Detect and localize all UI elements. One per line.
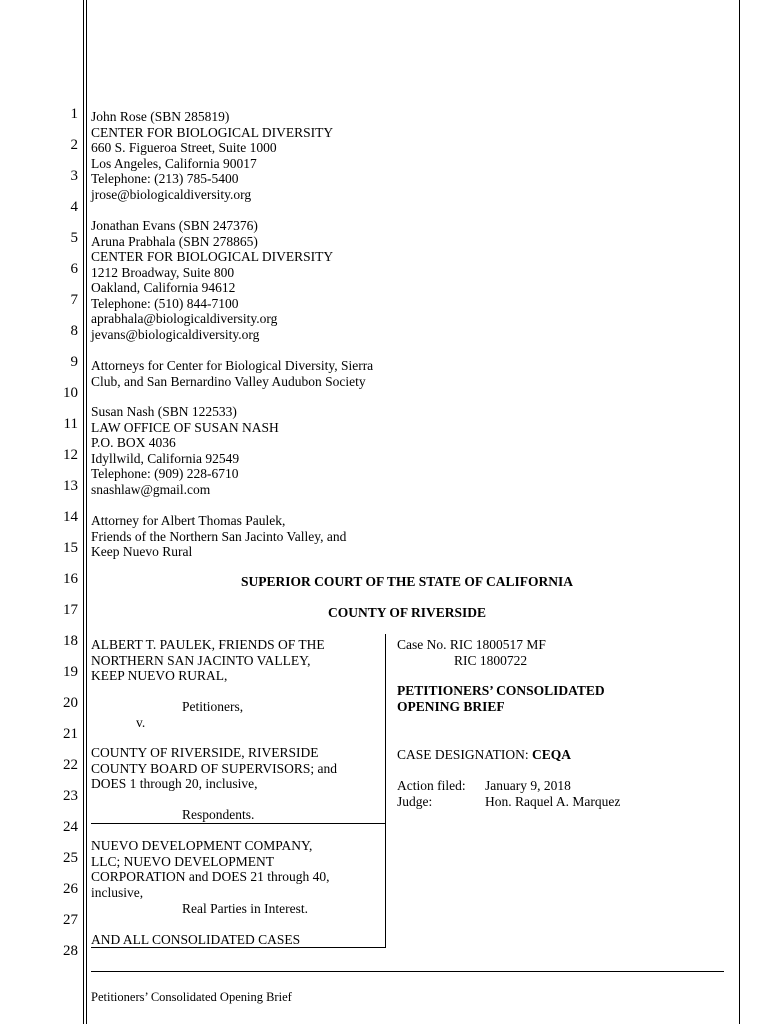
attorney-line: Club, and San Bernardino Valley Audubon Society [91, 373, 366, 389]
real-parties-label: Real Parties in Interest. [182, 901, 308, 916]
real-party-line: NUEVO DEVELOPMENT COMPANY, [91, 838, 313, 853]
case-number: Case No. RIC 1800517 MF [397, 637, 546, 652]
right-margin-rule [739, 0, 740, 1024]
attorney-line: John Rose (SBN 285819) [91, 109, 230, 124]
case-designation-label: CASE DESIGNATION: [397, 747, 532, 762]
real-party-line: CORPORATION and DOES 21 through 40, [91, 869, 330, 884]
caption-rule-bottom [91, 947, 386, 948]
attorney-line: CENTER FOR BIOLOGICAL DIVERSITY [91, 124, 334, 140]
line-number: 5 [70, 230, 78, 246]
line-number: 6 [70, 261, 78, 277]
case-designation [397, 747, 571, 763]
real-party-line: inclusive, [91, 884, 144, 900]
line-number: 1 [70, 106, 78, 122]
action-filed-value: January 9, 2018 [485, 778, 571, 793]
petitioner-line: NORTHERN SAN JACINTO VALLEY, [91, 652, 311, 668]
judge-label: Judge: [397, 793, 433, 809]
attorney-line: Keep Nuevo Rural [91, 544, 193, 559]
attorney-line: Susan Nash (SBN 122533) [91, 404, 237, 419]
line-number: 27 [63, 912, 78, 928]
petitioner-line: KEEP NUEVO RURAL, [91, 668, 228, 683]
action-filed-label: Action filed: [397, 778, 466, 793]
attorney-line: Oakland, California 94612 [91, 280, 236, 295]
attorney-email: snashlaw@gmail.com [91, 481, 211, 497]
consolidated-cases: AND ALL CONSOLIDATED CASES [91, 932, 301, 947]
petitioners-label: Petitioners, [182, 699, 244, 714]
attorney-line: Attorney for Albert Thomas Paulek, [91, 513, 286, 528]
attorney-line: Los Angeles, California 90017 [91, 155, 257, 171]
respondent-line: COUNTY OF RIVERSIDE, RIVERSIDE [91, 745, 319, 760]
line-number: 16 [63, 571, 78, 587]
line-number: 14 [63, 509, 78, 525]
attorney-line: P.O. BOX 4036 [91, 435, 176, 450]
versus: v. [136, 714, 146, 730]
attorney-line: LAW OFFICE OF SUSAN NASH [91, 419, 279, 435]
attorney-line: Aruna Prabhala (SBN 278865) [91, 233, 258, 249]
attorney-line: CENTER FOR BIOLOGICAL DIVERSITY [91, 249, 334, 264]
line-number: 12 [63, 447, 78, 463]
respondent-line: COUNTY BOARD OF SUPERVISORS; and [91, 760, 337, 776]
left-margin-rule-outer [83, 0, 84, 1024]
attorney-line: Telephone: (213) 785-5400 [91, 171, 239, 186]
line-number: 3 [70, 168, 78, 184]
attorney-line: Attorneys for Center for Biological Diversity, Sierra [91, 358, 374, 373]
respondent-line: DOES 1 through 20, inclusive, [91, 776, 258, 791]
real-party-line: LLC; NUEVO DEVELOPMENT [91, 853, 274, 869]
line-number: 23 [63, 788, 78, 804]
attorney-email: aprabhala@biologicaldiversity.org [91, 311, 278, 326]
line-number: 17 [63, 602, 78, 618]
caption-rule-respondents [91, 823, 386, 824]
line-number: 18 [63, 633, 78, 649]
attorney-line: Telephone: (909) 228-6710 [91, 466, 239, 481]
attorney-line: Jonathan Evans (SBN 247376) [91, 218, 258, 233]
line-number: 9 [70, 354, 78, 370]
line-number: 26 [63, 881, 78, 897]
line-number: 21 [63, 726, 78, 742]
line-number: 25 [63, 850, 78, 866]
line-number: 20 [63, 695, 78, 711]
petitioner-line: ALBERT T. PAULEK, FRIENDS OF THE [91, 637, 325, 652]
line-number: 22 [63, 757, 78, 773]
document-title: OPENING BRIEF [397, 698, 505, 714]
case-number-2: RIC 1800722 [454, 652, 528, 668]
line-number: 4 [70, 199, 78, 215]
line-number: 13 [63, 478, 78, 494]
line-number: 11 [63, 416, 78, 432]
attorney-line: Telephone: (510) 844-7100 [91, 295, 239, 311]
attorney-line: Idyllwild, California 92549 [91, 450, 240, 466]
footer-rule [91, 971, 724, 972]
attorney-email: jrose@biologicaldiversity.org [91, 186, 252, 202]
line-number: 10 [63, 385, 78, 401]
footer-title: Petitioners’ Consolidated Opening Brief [91, 990, 292, 1004]
attorney-line: 660 S. Figueroa Street, Suite 1000 [91, 140, 277, 155]
court-county: COUNTY OF RIVERSIDE [327, 605, 487, 620]
case-designation-value: CEQA [532, 747, 572, 762]
line-number: 8 [70, 323, 78, 339]
caption-vertical-rule [385, 634, 386, 948]
document-title: PETITIONERS’ CONSOLIDATED [397, 683, 605, 698]
court-name: SUPERIOR COURT OF THE STATE OF CALIFORNIA [240, 574, 574, 589]
line-number: 28 [63, 943, 78, 959]
left-margin-rule-inner [86, 0, 87, 1024]
line-number: 7 [70, 292, 78, 308]
attorney-line: 1212 Broadway, Suite 800 [91, 264, 235, 280]
respondents-label: Respondents. [182, 807, 255, 822]
line-number: 15 [63, 540, 78, 556]
attorney-line: Friends of the Northern San Jacinto Valley, and [91, 528, 347, 544]
judge-value: Hon. Raquel A. Marquez [485, 793, 621, 809]
line-number: 24 [63, 819, 78, 835]
attorney-email: jevans@biologicaldiversity.org [91, 326, 260, 342]
line-number: 19 [63, 664, 78, 680]
line-number: 2 [70, 137, 78, 153]
